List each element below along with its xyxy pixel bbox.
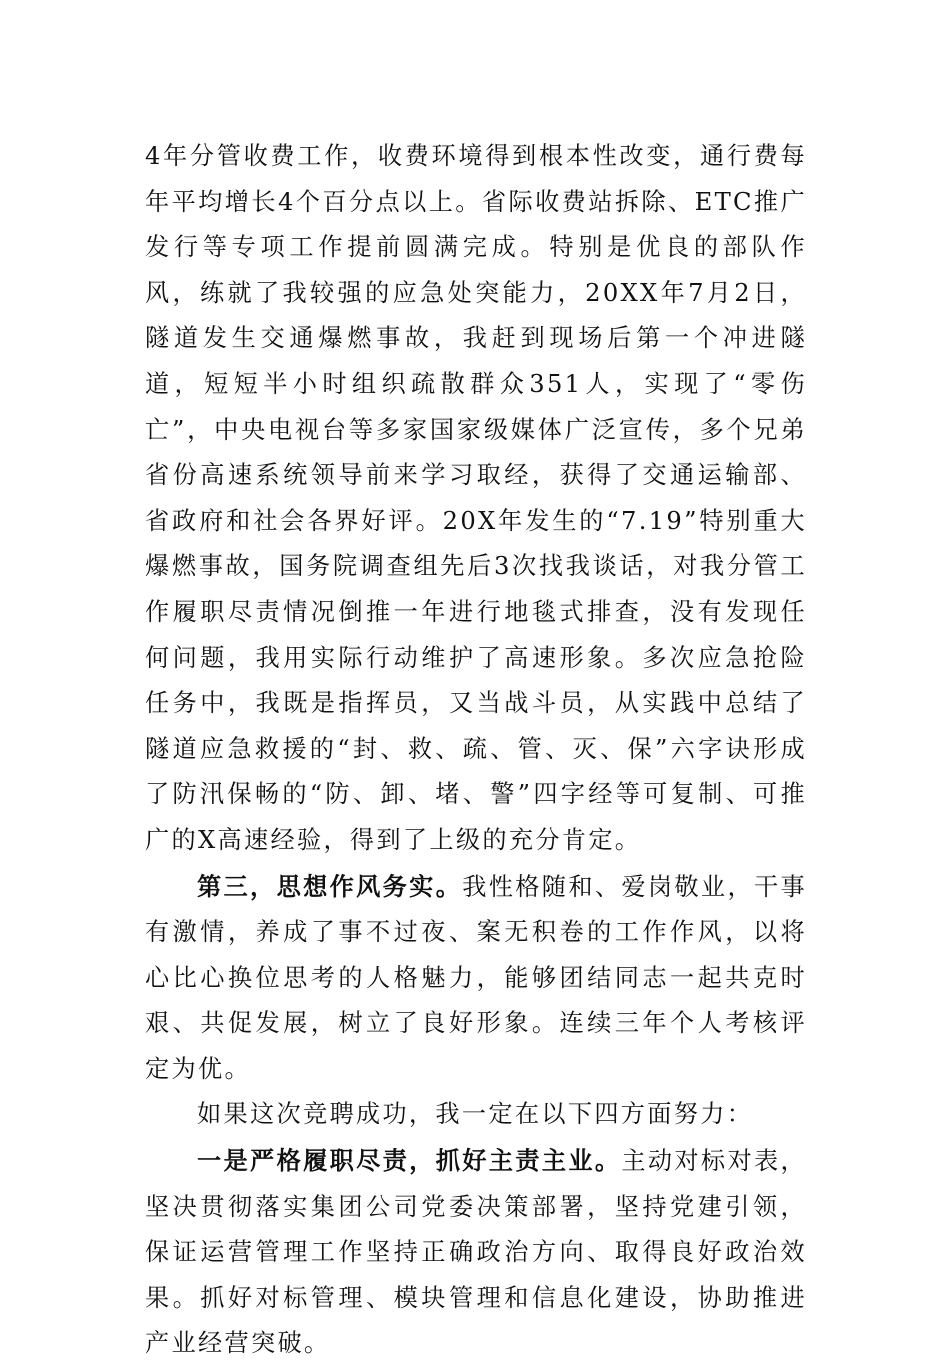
- paragraph-effort-one: [145, 1138, 807, 1367]
- paragraph-work-experience: [145, 134, 807, 864]
- paragraph-text: 如果这次竞聘成功，我一定在以下四方面努力：: [197, 1100, 754, 1129]
- paragraph-heading: 第三，思想作风务实。: [197, 871, 463, 901]
- paragraph-intro-efforts: [145, 1092, 807, 1138]
- paragraph-text: 4年分管收费工作，收费环境得到根本性改变，通行费每年平均增长4个百分点以上。省际收费站拆除、ETC推广发行等专项工作提前圆满完成。特别是优良的部队作风，练就了我较强的应急处突能力，20XX年7月2日，隧道发生交通爆燃事故，我赶到现场后第一个冲进隧道，短短半小时组织疏散群众351人，实现了“零伤亡”，中央电视台等多家国家级媒体广泛宣传，多个兄弟省份高速系统领导前来学习取经，获得了交通运输部、省政府和社会各界好评。20X年发生的“7.19”特别重大爆燃事故，国务院调查组先后3次找我谈话，对我分管工作履职尽责情况倒推一年进行地毯式排查，没有发现任何问题，我用实际行动维护了高速形象。多次应急抢险任务中，我既是指挥员，又当战斗员，从实践中总结了隧道应急救援的“封、救、疏、管、灭、保”六字诀形成了防汛保畅的“防、卸、堵、警”四字经等可复制、可推广的X高速经验，得到了上级的充分肯定。: [145, 142, 807, 854]
- paragraph-text: 主动对标对表，坚决贯彻落实集团公司党委决策部署，坚持党建引领，保证运营管理工作坚持正确政治方向、取得良好政治效果。抓好对标管理、模块管理和信息化建设，协助推进产业经营突破。: [145, 1147, 807, 1358]
- document-body: [145, 134, 807, 1367]
- paragraph-work-style: [145, 864, 807, 1093]
- paragraph-heading: 一是严格履职尽责，抓好主责主业。: [197, 1146, 622, 1176]
- paragraph-text: 我性格随和、爱岗敬业，干事有激情，养成了事不过夜、案无积卷的工作作风，以将心比心换位思考的人格魅力，能够团结同志一起共克时艰、共促发展，树立了良好形象。连续三年个人考核评定为优。: [145, 872, 807, 1083]
